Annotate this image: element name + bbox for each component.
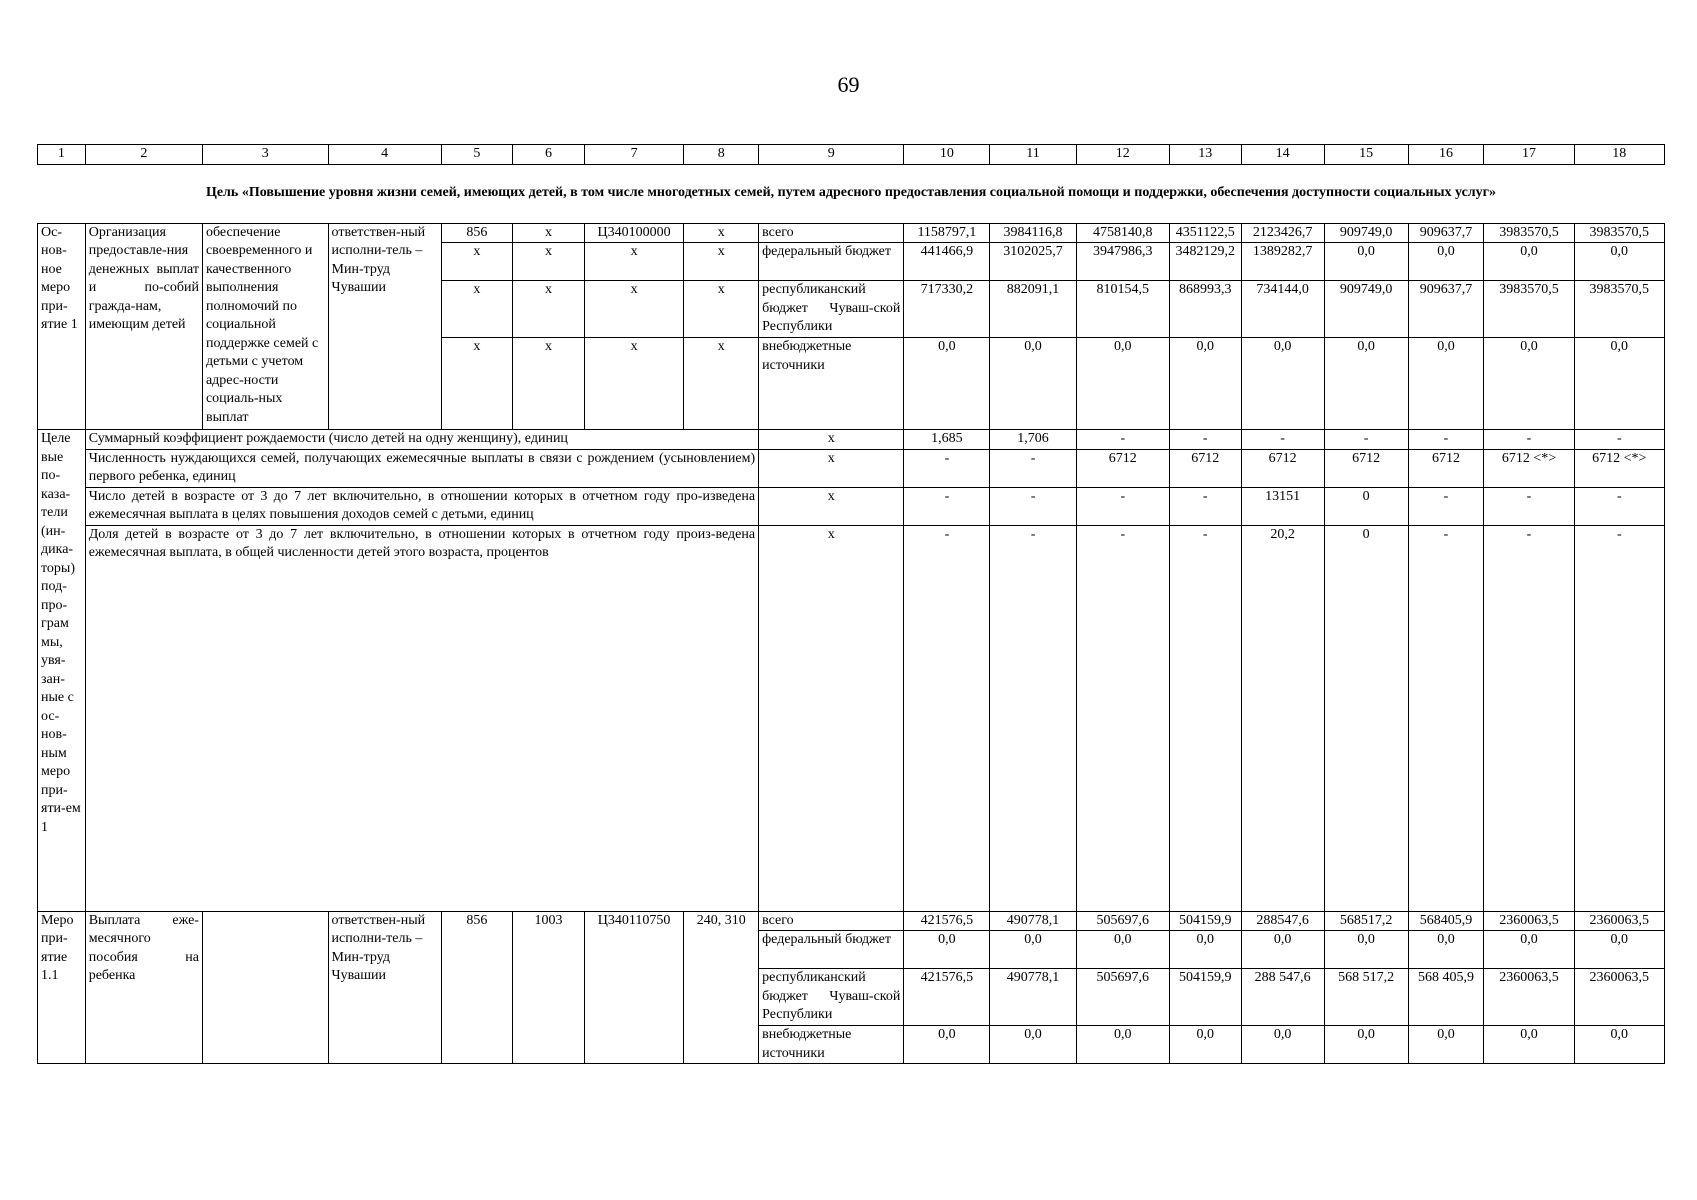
value-cell: 3984116,8 <box>990 223 1076 243</box>
value-cell: 717330,2 <box>904 281 990 338</box>
column-number: 10 <box>904 145 990 165</box>
indicator-mark: x <box>759 430 904 450</box>
column-number: 1 <box>38 145 86 165</box>
grbs-code: 856 <box>441 223 513 243</box>
value-cell: 0,0 <box>1408 931 1484 969</box>
value-cell: 0,0 <box>990 338 1076 430</box>
value-cell: 0,0 <box>1241 931 1324 969</box>
value-cell: 4351122,5 <box>1169 223 1241 243</box>
column-number: 9 <box>759 145 904 165</box>
value-cell: 909749,0 <box>1324 281 1408 338</box>
vr-code: x <box>684 281 759 338</box>
value-cell: 810154,5 <box>1076 281 1169 338</box>
value-cell: 504159,9 <box>1169 911 1241 931</box>
column-number: 11 <box>990 145 1076 165</box>
indicator-text: Число детей в возрасте от 3 до 7 лет включительно, в отношении которых в отчетном году про-изведена ежемесячная выплата в целях повышения доходов семей с детьми, единиц <box>85 487 758 525</box>
value-cell: 909637,7 <box>1408 281 1484 338</box>
column-number: 5 <box>441 145 513 165</box>
value-cell: - <box>1169 430 1241 450</box>
value-cell: 504159,9 <box>1169 969 1241 1026</box>
value-cell: 568 517,2 <box>1324 969 1408 1026</box>
column-number: 12 <box>1076 145 1169 165</box>
value-cell: 0,0 <box>1574 1026 1664 1064</box>
value-cell: 288 547,6 <box>1241 969 1324 1026</box>
indicator-text: Численность нуждающихся семей, получающих ежемесячные выплаты в связи с рождением (усыновлением) первого ребенка, единиц <box>85 449 758 487</box>
value-cell: - <box>1076 525 1169 911</box>
value-cell: 2360063,5 <box>1484 911 1574 931</box>
funding-source: республиканский бюджет Чуваш-ской Республики <box>759 969 904 1026</box>
event-name: Выплата еже-месячного пособия на ребенка <box>85 911 202 1064</box>
value-cell: - <box>1574 487 1664 525</box>
value-cell: 3983570,5 <box>1574 223 1664 243</box>
csr-code: Ц340100000 <box>584 223 684 243</box>
value-cell: 0,0 <box>904 338 990 430</box>
value-cell: 0,0 <box>904 1026 990 1064</box>
value-cell: 0,0 <box>1408 1026 1484 1064</box>
value-cell: 0,0 <box>1324 338 1408 430</box>
funding-source: всего <box>759 911 904 931</box>
value-cell: 0,0 <box>1484 338 1574 430</box>
value-cell: 0,0 <box>1169 1026 1241 1064</box>
event-1-1-row-total <box>38 911 1665 931</box>
value-cell: 568 405,9 <box>1408 969 1484 1026</box>
vr-code: x <box>684 338 759 430</box>
indicator-mark: x <box>759 487 904 525</box>
value-cell: - <box>1574 430 1664 450</box>
value-cell: 3102025,7 <box>990 243 1076 281</box>
value-cell: 868993,3 <box>1169 281 1241 338</box>
value-cell: 0,0 <box>1574 931 1664 969</box>
rz-code: x <box>513 281 585 338</box>
csr-code: x <box>584 243 684 281</box>
value-cell: 0,0 <box>1408 243 1484 281</box>
value-cell: 2360063,5 <box>1574 969 1664 1026</box>
csr-code: x <box>584 281 684 338</box>
value-cell: 0,0 <box>1169 338 1241 430</box>
value-cell: 0,0 <box>1076 1026 1169 1064</box>
value-cell: 441466,9 <box>904 243 990 281</box>
main-event-name: Организация предоставле-ния денежных выплат и по-собий гражда-нам, имеющим детей <box>85 223 202 430</box>
value-cell: 0,0 <box>1324 1026 1408 1064</box>
value-cell: 20,2 <box>1241 525 1324 911</box>
value-cell: 6712 <*> <box>1484 449 1574 487</box>
indicators-label: Целе вые по-каза-тели (ин-дика-торы) под-про-грам мы, увя-зан-ные с ос-нов-ным меро при-яти-ем 1 <box>38 430 86 912</box>
value-cell: 6712 <box>1076 449 1169 487</box>
value-cell: 909749,0 <box>1324 223 1408 243</box>
value-cell: 2360063,5 <box>1574 911 1664 931</box>
value-cell: 0,0 <box>990 1026 1076 1064</box>
value-cell: - <box>1169 525 1241 911</box>
value-cell: 0 <box>1324 487 1408 525</box>
value-cell: 3983570,5 <box>1574 281 1664 338</box>
value-cell: 0,0 <box>1076 338 1169 430</box>
value-cell: 568517,2 <box>1324 911 1408 931</box>
column-number: 8 <box>684 145 759 165</box>
value-cell: - <box>1076 430 1169 450</box>
value-cell: 0,0 <box>1484 243 1574 281</box>
value-cell: - <box>1408 487 1484 525</box>
value-cell: - <box>1408 525 1484 911</box>
value-cell: 421576,5 <box>904 911 990 931</box>
value-cell: 6712 <box>1241 449 1324 487</box>
vr-code: x <box>684 223 759 243</box>
csr-code: x <box>584 338 684 430</box>
column-number: 16 <box>1408 145 1484 165</box>
value-cell: 882091,1 <box>990 281 1076 338</box>
value-cell: 0,0 <box>904 931 990 969</box>
column-number: 13 <box>1169 145 1241 165</box>
indicator-text: Доля детей в возрасте от 3 до 7 лет включительно, в отношении которых в отчетном году произ-ведена ежемесячная выплата, в общей численности детей этого возраста, процентов <box>85 525 758 911</box>
value-cell: 490778,1 <box>990 969 1076 1026</box>
value-cell: - <box>1484 430 1574 450</box>
value-cell: 1,706 <box>990 430 1076 450</box>
value-cell: - <box>904 487 990 525</box>
value-cell: 0,0 <box>1324 243 1408 281</box>
event-task <box>202 911 328 1064</box>
value-cell: - <box>904 525 990 911</box>
value-cell: 568405,9 <box>1408 911 1484 931</box>
value-cell: 490778,1 <box>990 911 1076 931</box>
value-cell: 0,0 <box>1574 243 1664 281</box>
main-event-row-total <box>38 223 1665 243</box>
value-cell: - <box>1169 487 1241 525</box>
value-cell: - <box>1484 487 1574 525</box>
indicator-mark: x <box>759 449 904 487</box>
event-executor: ответствен-ный исполни-тель – Мин-труд Чувашии <box>328 911 441 1064</box>
value-cell: 13151 <box>1241 487 1324 525</box>
value-cell: 0,0 <box>1241 1026 1324 1064</box>
value-cell: - <box>904 449 990 487</box>
value-cell: 6712 <*> <box>1574 449 1664 487</box>
value-cell: 1389282,7 <box>1241 243 1324 281</box>
value-cell: 1158797,1 <box>904 223 990 243</box>
value-cell: 0,0 <box>1408 338 1484 430</box>
value-cell: 505697,6 <box>1076 911 1169 931</box>
value-cell: 3983570,5 <box>1484 281 1574 338</box>
csr-code: Ц340110750 <box>584 911 684 1064</box>
funding-source: всего <box>759 223 904 243</box>
indicator-text: Суммарный коэффициент рождаемости (число детей на одну женщину), единиц <box>85 430 758 450</box>
grbs-code: 856 <box>441 911 513 1064</box>
indicator-mark: x <box>759 525 904 911</box>
value-cell: 0,0 <box>1484 1026 1574 1064</box>
rz-code: 1003 <box>513 911 585 1064</box>
value-cell: 0,0 <box>1076 931 1169 969</box>
main-event-task: обеспечение своевременного и качественного выполнения полномочий по социальной поддержке семей с детьми с учетом адрес-ности социаль-ных выплат <box>202 223 328 430</box>
funding-source: федеральный бюджет <box>759 243 904 281</box>
goal-row <box>38 164 1665 223</box>
value-cell: 3983570,5 <box>1484 223 1574 243</box>
program-table <box>37 144 1665 1064</box>
main-event-executor: ответствен-ный исполни-тель – Мин-труд Чувашии <box>328 223 441 430</box>
column-number: 17 <box>1484 145 1574 165</box>
value-cell: - <box>990 449 1076 487</box>
column-number-row <box>38 145 1665 165</box>
indicator-row <box>38 525 1665 911</box>
indicator-row <box>38 487 1665 525</box>
value-cell: 4758140,8 <box>1076 223 1169 243</box>
column-number: 4 <box>328 145 441 165</box>
value-cell: 0 <box>1324 525 1408 911</box>
funding-source: федеральный бюджет <box>759 931 904 969</box>
value-cell: 909637,7 <box>1408 223 1484 243</box>
value-cell: - <box>1076 487 1169 525</box>
vr-code: x <box>684 243 759 281</box>
grbs-code: x <box>441 281 513 338</box>
value-cell: 6712 <box>1408 449 1484 487</box>
indicator-row <box>38 430 1665 450</box>
column-number: 7 <box>584 145 684 165</box>
value-cell: - <box>990 525 1076 911</box>
value-cell: 0,0 <box>1241 338 1324 430</box>
value-cell: - <box>1324 430 1408 450</box>
value-cell: 505697,6 <box>1076 969 1169 1026</box>
main-event-status: Ос-нов-ное меро при-ятие 1 <box>38 223 86 430</box>
column-number: 14 <box>1241 145 1324 165</box>
grbs-code: x <box>441 243 513 281</box>
event-status: Меро при-ятие 1.1 <box>38 911 86 1064</box>
column-number: 6 <box>513 145 585 165</box>
value-cell: 734144,0 <box>1241 281 1324 338</box>
value-cell: - <box>1484 525 1574 911</box>
rz-code: x <box>513 223 585 243</box>
page-number: 69 <box>837 72 860 97</box>
column-number: 18 <box>1574 145 1664 165</box>
value-cell: 2360063,5 <box>1484 969 1574 1026</box>
funding-source: внебюджетные источники <box>759 338 904 430</box>
value-cell: 0,0 <box>1574 338 1664 430</box>
value-cell: 0,0 <box>990 931 1076 969</box>
value-cell: 288547,6 <box>1241 911 1324 931</box>
value-cell: 0,0 <box>1484 931 1574 969</box>
column-number: 2 <box>85 145 202 165</box>
goal-text: Цель «Повышение уровня жизни семей, имеющих детей, в том числе многодетных семей, путем адресного предоставления социальной помощи и поддержки, обеспечения доступности социальных услуг» <box>38 164 1665 223</box>
value-cell: 6712 <box>1324 449 1408 487</box>
value-cell: - <box>1241 430 1324 450</box>
indicator-row <box>38 449 1665 487</box>
value-cell: - <box>1408 430 1484 450</box>
value-cell: 3947986,3 <box>1076 243 1169 281</box>
value-cell: 0,0 <box>1324 931 1408 969</box>
value-cell: 421576,5 <box>904 969 990 1026</box>
column-number: 3 <box>202 145 328 165</box>
column-number: 15 <box>1324 145 1408 165</box>
value-cell: 0,0 <box>1169 931 1241 969</box>
value-cell: 3482129,2 <box>1169 243 1241 281</box>
vr-code: 240, 310 <box>684 911 759 1064</box>
grbs-code: x <box>441 338 513 430</box>
value-cell: 6712 <box>1169 449 1241 487</box>
value-cell: - <box>990 487 1076 525</box>
rz-code: x <box>513 338 585 430</box>
value-cell: - <box>1574 525 1664 911</box>
funding-source: внебюджетные источники <box>759 1026 904 1064</box>
value-cell: 2123426,7 <box>1241 223 1324 243</box>
funding-source: республиканский бюджет Чуваш-ской Республики <box>759 281 904 338</box>
value-cell: 1,685 <box>904 430 990 450</box>
rz-code: x <box>513 243 585 281</box>
